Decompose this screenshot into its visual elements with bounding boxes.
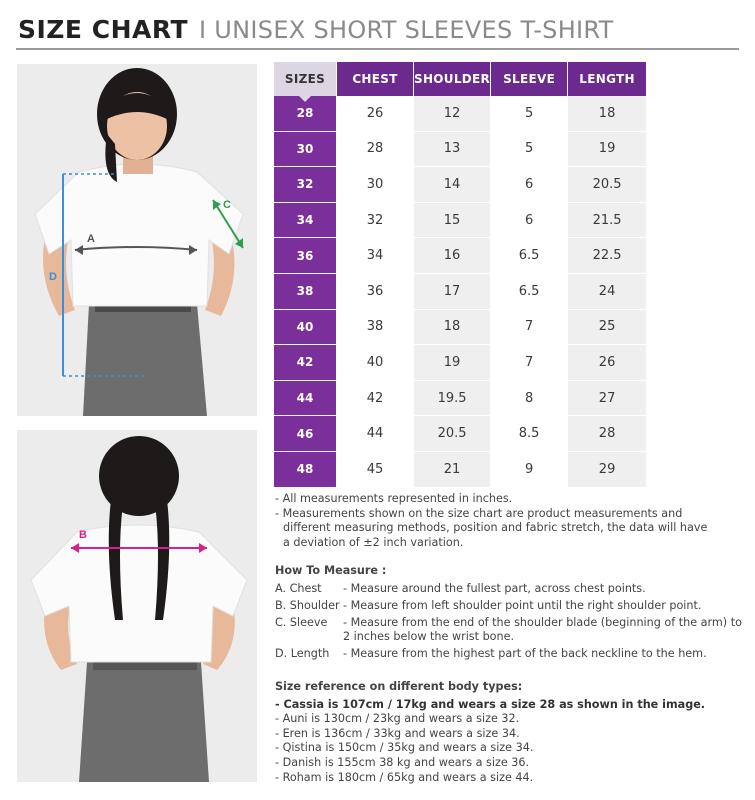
reference-line: - Roham is 180cm / 65kg and wears a size 44. bbox=[275, 770, 534, 784]
back-figure bbox=[17, 430, 257, 782]
size-cell: 42 bbox=[274, 345, 337, 381]
chest-cell: 40 bbox=[337, 345, 414, 381]
table-row bbox=[274, 274, 647, 310]
size-reference bbox=[275, 680, 745, 785]
shoulder-cell: 17 bbox=[414, 274, 491, 310]
size-cell: 44 bbox=[274, 381, 337, 417]
header-chest: CHEST bbox=[337, 62, 414, 96]
size-cell: 32 bbox=[274, 167, 337, 203]
sleeve-cell: 6.5 bbox=[491, 274, 568, 310]
size-cell: 48 bbox=[274, 452, 337, 488]
shoulder-cell: 14 bbox=[414, 167, 491, 203]
length-cell: 29 bbox=[568, 452, 647, 488]
table-row bbox=[274, 132, 647, 168]
header-length: LENGTH bbox=[568, 62, 647, 96]
chest-cell: 45 bbox=[337, 452, 414, 488]
header-sizes: SIZES bbox=[274, 62, 337, 96]
chest-cell: 42 bbox=[337, 381, 414, 417]
howto-label: B. Shoulder bbox=[275, 599, 340, 612]
front-figure bbox=[17, 64, 257, 416]
reference-line: - Cassia is 107cm / 17kg and wears a size 28 as shown in the image. bbox=[275, 697, 706, 711]
label-b: B bbox=[79, 529, 87, 541]
measurement-notes bbox=[275, 492, 735, 550]
sleeve-cell: 9 bbox=[491, 452, 568, 488]
table-row bbox=[274, 345, 647, 381]
shoulder-cell: 15 bbox=[414, 203, 491, 239]
howto-item bbox=[275, 616, 745, 644]
sleeve-cell: 7 bbox=[491, 310, 568, 346]
note-line: different measuring methods, position and fabric stretch, the data will have bbox=[283, 521, 708, 534]
sleeve-cell: 8.5 bbox=[491, 416, 568, 452]
shoulder-cell: 16 bbox=[414, 238, 491, 274]
chest-cell: 32 bbox=[337, 203, 414, 239]
shoulder-cell: 21 bbox=[414, 452, 491, 488]
shoulder-cell: 19 bbox=[414, 345, 491, 381]
chest-cell: 28 bbox=[337, 132, 414, 168]
shoulder-cell: 20.5 bbox=[414, 416, 491, 452]
table-row bbox=[274, 238, 647, 274]
note-line: - Measurements shown on the size chart are product measurements and bbox=[275, 506, 683, 520]
shoulder-cell: 18 bbox=[414, 310, 491, 346]
label-c: C bbox=[223, 199, 231, 211]
sleeve-cell: 8 bbox=[491, 381, 568, 417]
sleeve-cell: 7 bbox=[491, 345, 568, 381]
size-cell: 28 bbox=[274, 96, 337, 132]
size-table bbox=[274, 62, 647, 488]
pants bbox=[79, 662, 209, 782]
label-d: D bbox=[49, 271, 57, 283]
length-cell: 20.5 bbox=[568, 167, 647, 203]
size-cell: 30 bbox=[274, 132, 337, 168]
front-photo bbox=[17, 64, 257, 416]
table-row bbox=[274, 416, 647, 452]
size-cell: 36 bbox=[274, 238, 337, 274]
page-subtitle: I UNISEX SHORT SLEEVES T-SHIRT bbox=[199, 16, 614, 44]
how-to-title: How To Measure : bbox=[275, 564, 387, 577]
shoulder-cell: 13 bbox=[414, 132, 491, 168]
length-cell: 25 bbox=[568, 310, 647, 346]
header-sleeve: SLEEVE bbox=[491, 62, 568, 96]
howto-item bbox=[275, 582, 745, 596]
page-title: SIZE CHART bbox=[18, 15, 189, 44]
sleeve-cell: 6.5 bbox=[491, 238, 568, 274]
header-shoulder: SHOULDER bbox=[414, 62, 491, 96]
note-line: a deviation of ±2 inch variation. bbox=[283, 535, 464, 549]
chest-cell: 36 bbox=[337, 274, 414, 310]
table-header-row bbox=[274, 62, 647, 96]
table-row bbox=[274, 310, 647, 346]
chest-cell: 30 bbox=[337, 167, 414, 203]
length-cell: 24 bbox=[568, 274, 647, 310]
howto-item bbox=[275, 647, 745, 661]
label-a: A bbox=[87, 233, 95, 245]
chest-cell: 26 bbox=[337, 96, 414, 132]
chest-cell: 44 bbox=[337, 416, 414, 452]
table-row bbox=[274, 96, 647, 132]
sleeve-cell: 6 bbox=[491, 167, 568, 203]
shoulder-cell: 12 bbox=[414, 96, 491, 132]
chest-cell: 34 bbox=[337, 238, 414, 274]
howto-label: A. Chest bbox=[275, 582, 322, 595]
sleeve-cell: 6 bbox=[491, 203, 568, 239]
length-cell: 27 bbox=[568, 381, 647, 417]
page-header bbox=[16, 10, 739, 50]
howto-desc: - Measure around the fullest part, across chest points. bbox=[343, 582, 646, 595]
size-cell: 34 bbox=[274, 203, 337, 239]
table-row bbox=[274, 381, 647, 417]
reference-line: - Qistina is 150cm / 35kg and wears a size 34. bbox=[275, 741, 534, 755]
reference-title: Size reference on different body types: bbox=[275, 680, 523, 693]
size-cell: 46 bbox=[274, 416, 337, 452]
size-cell: 40 bbox=[274, 310, 337, 346]
howto-desc: - Measure from the highest part of the back neckline to the hem. bbox=[343, 647, 707, 660]
length-cell: 28 bbox=[568, 416, 647, 452]
howto-label: D. Length bbox=[275, 647, 330, 660]
table-row bbox=[274, 203, 647, 239]
howto-desc: - Measure from the end of the shoulder blade (beginning of the arm) to 2 inches below the wrist bone. bbox=[343, 616, 742, 643]
table-row bbox=[274, 167, 647, 203]
howto-desc: - Measure from left shoulder point until the right shoulder point. bbox=[343, 599, 702, 612]
length-cell: 26 bbox=[568, 345, 647, 381]
sleeve-cell: 5 bbox=[491, 96, 568, 132]
size-cell: 38 bbox=[274, 274, 337, 310]
reference-line: - Eren is 136cm / 33kg and wears a size 34. bbox=[275, 726, 520, 740]
howto-item bbox=[275, 599, 745, 613]
howto-label: C. Sleeve bbox=[275, 616, 328, 629]
table-row bbox=[274, 452, 647, 488]
length-cell: 18 bbox=[568, 96, 647, 132]
length-cell: 22.5 bbox=[568, 238, 647, 274]
sleeve-cell: 5 bbox=[491, 132, 568, 168]
chest-cell: 38 bbox=[337, 310, 414, 346]
shoulder-cell: 19.5 bbox=[414, 381, 491, 417]
reference-line: - Danish is 155cm 38 kg and wears a size 36. bbox=[275, 755, 530, 769]
note-line: - All measurements represented in inches. bbox=[275, 492, 513, 505]
how-to-measure bbox=[275, 564, 745, 664]
length-cell: 21.5 bbox=[568, 203, 647, 239]
length-cell: 19 bbox=[568, 132, 647, 168]
pants bbox=[83, 304, 207, 416]
back-photo bbox=[17, 430, 257, 782]
reference-line: - Auni is 130cm / 23kg and wears a size 32. bbox=[275, 712, 520, 726]
